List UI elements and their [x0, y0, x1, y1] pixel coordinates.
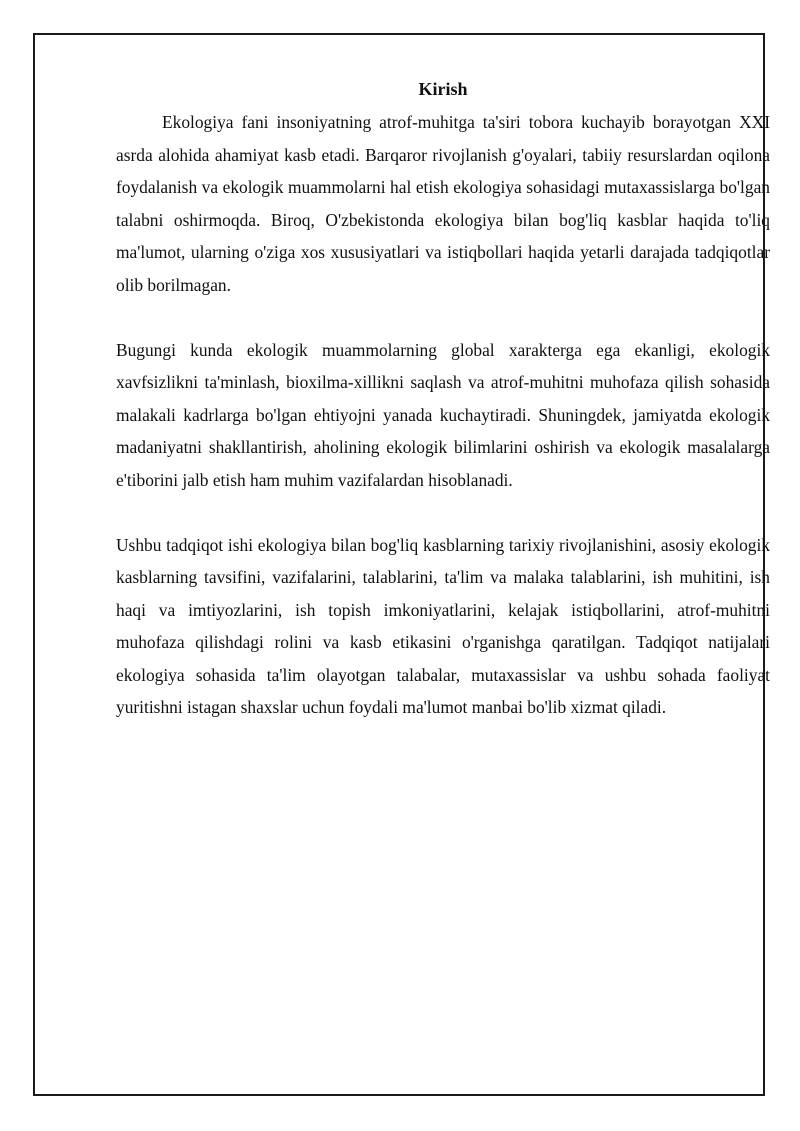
paragraph-3: Ushbu tadqiqot ishi ekologiya bilan bog'liq kasblarning tarixiy rivojlanishini, asosiy ekologik kasblarning tavsifini, vazifalarini, talablarini, ta'lim va malaka talablarini, ish muhitini, ish haqi va imtiyozlarini, ish topish imkoniyatlarini, kelajak istiqbollarini, atrof-muhitni muhofaza qilishdagi rolini va kasb etikasini o'rganishga qaratilgan. Tadqiqot natijalari ekologiya sohasida ta'lim olayotgan talabalar, mutaxassislar va ushbu sohada faoliyat yuritishni istagan shaxslar uchun foydali ma'lumot manbai bo'lib xizmat qiladi.	[116, 534, 770, 717]
paragraph-1: Ekologiya fani insoniyatning atrof-muhitga ta'siri tobora kuchayib borayotgan XXI asrda alohida ahamiyat kasb etadi. Barqaror rivojlanish g'oyalari, tabiiy resurslardan oqilona foydalanish va ekologik muammolarni hal etish ekologiya sohasidagi mutaxassislarga bo'lgan talabni oshirmoqda. Biroq, O'zbekistonda ekologiya bilan bog'liq kasblar haqida to'liq ma'lumot, ularning o'ziga xos xususiyatlari va istiqbollari haqida yetarli darajada tadqiqotlar olib borilmagan.	[116, 112, 770, 295]
document-body	[116, 76, 770, 724]
document-title: Kirish	[418, 79, 468, 99]
paragraph-2: Bugungi kunda ekologik muammolarning global xarakterga ega ekanligi, ekologik xavfsizlikni ta'minlash, bioxilma-xillikni saqlash va atrof-muhitni muhofaza qilish sohasida malakali kadrlarga bo'lgan ehtiyojni yanada kuchaytiradi. Shuningdek, jamiyatda ekologik madaniyatni shakllantirish, aholining ekologik bilimlarini oshirish va ekologik masalalarga e'tiborini jalb etish ham muhim vazifalardan hisoblanadi.	[116, 339, 770, 490]
